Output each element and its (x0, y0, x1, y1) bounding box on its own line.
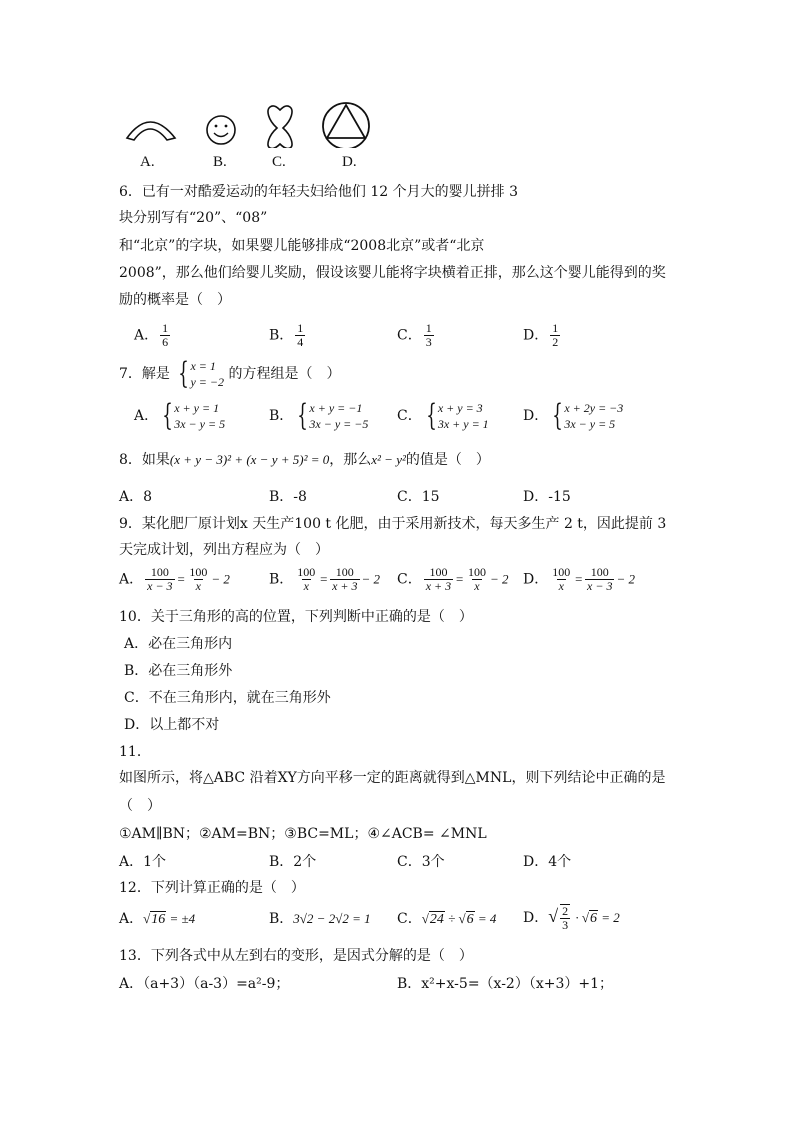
q10-option-a[interactable]: A．必在三角形内 (124, 636, 233, 652)
q6-option-c[interactable] (397, 322, 436, 349)
q7-stem: 7．解是 { x = 1 y = −2 的方程组是（ ） (119, 356, 341, 391)
option-letter: C． (397, 327, 422, 344)
q13-option-a[interactable]: A．（a+3）（a-3）=a²-9； (119, 976, 290, 992)
q7-option-c[interactable] (397, 400, 489, 432)
q8-option-d[interactable]: D．-15 (523, 489, 571, 505)
q6-option-d[interactable] (523, 322, 562, 349)
q6-line-5: 励的概率是（ ） (119, 292, 231, 308)
q13-option-b[interactable]: B．x²+x-5=（x-2）（x+3）+1； (397, 976, 614, 992)
q11-option-d[interactable]: D．4个 (523, 854, 572, 870)
q12-option-c[interactable]: C．√24 ÷ √6 = 4 (397, 911, 497, 927)
fraction: $\frac{1}{4}$ (297, 321, 304, 349)
q11-line-2: （ ） (119, 798, 161, 814)
figure-label-a: A. (140, 154, 155, 170)
q7-option-b[interactable] (269, 400, 368, 432)
q12-option-b[interactable]: B．3√2 − 2√2 = 1 (269, 911, 371, 927)
equation-system: { x + y = 3 3x + y = 1 (426, 398, 489, 433)
q10-stem: 10．关于三角形的高的位置，下列判断中正确的是（ ） (119, 609, 473, 625)
q8-option-a[interactable]: A．8 (119, 489, 153, 505)
q10-option-c[interactable]: C．不在三角形内，就在三角形外 (124, 690, 331, 706)
q6-line-1: 6．已有一对酷爱运动的年轻夫妇给他们 12 个月大的婴儿拼排 3 (119, 184, 518, 200)
q6-option-a[interactable] (134, 322, 172, 349)
q7-option-d[interactable] (523, 400, 623, 432)
option-letter: A． (134, 408, 159, 424)
q9-option-d[interactable]: D． $\frac{100}{x}$ = $\frac{100}{x - 3}$ − 2 (523, 565, 635, 593)
q10-option-b[interactable]: B．必在三角形外 (124, 663, 233, 679)
q9-option-b[interactable]: B． $\frac{100}{x}$ = $\frac{100}{x + 3}$ − 2 (269, 565, 381, 593)
q12-stem: 12．下列计算正确的是（ ） (119, 880, 305, 896)
q11-option-a[interactable]: A．1个 (119, 854, 167, 870)
q7-option-a[interactable] (134, 400, 225, 432)
option-letter: C． (397, 408, 422, 424)
q6-line-2: 块分别写有“20”、“08” (119, 210, 268, 226)
q12-option-d[interactable]: D．√ $\frac{2}{3}$ · √6 = 2 (523, 904, 620, 932)
q13-stem: 13．下列各式中从左到右的变形，是因式分解的是（ ） (119, 948, 473, 964)
smiley-face-icon (207, 116, 235, 144)
solution-system: { x = 1 y = −2 (178, 356, 224, 391)
q8-stem: 8．如果(x + y − 3)² + (x − y + 5)² = 0，那么x² − y²的值是（ ） (119, 452, 490, 468)
q12-option-a[interactable]: A．√16 = ±4 (119, 911, 196, 927)
q11-option-c[interactable]: C．3个 (397, 854, 445, 870)
q8-option-c[interactable]: C．15 (397, 489, 440, 505)
equation-system: { x + y = 1 3x − y = 5 (162, 398, 226, 433)
q10-option-d[interactable]: D．以上都不对 (124, 717, 220, 733)
q6-line-4: 2008”，那么他们给婴儿奖励，假设该婴儿能将字块横着正排，那么这个婴儿能得到的奖 (119, 265, 666, 281)
equation-system: { x + 2y = −3 3x − y = 5 (552, 398, 624, 433)
q8-expression-2: x² − y² (371, 452, 406, 467)
q8-expression: (x + y − 3)² + (x − y + 5)² = 0 (169, 452, 330, 467)
q11-line-3: ①AM∥BN；②AM=BN；③BC=ML；④∠ACB= ∠MNL (119, 826, 487, 842)
q11-line-1: 如图所示，将△ABC 沿着XY方向平移一定的距离就得到△MNL，则下列结论中正确的是 (119, 770, 666, 786)
equation-system: { x + y = −1 3x − y = −5 (297, 398, 369, 433)
figure-label-d: D. (342, 154, 357, 170)
q6-line-3: 和“北京”的字块，如果婴儿能够排成“2008北京”或者“北京 (119, 238, 485, 254)
option-letter: B． (269, 327, 294, 344)
option-letter: D． (523, 327, 549, 344)
q6-option-b[interactable] (269, 322, 307, 349)
triangle-in-circle-icon (323, 103, 369, 148)
figures-row (120, 100, 390, 148)
q9-line-1: 9．某化肥厂原计划x 天生产100 t 化肥，由于采用新技术，每天多生产 2 t，因此提前 3 (119, 516, 667, 532)
fraction: $\frac{1}{2}$ (552, 321, 559, 349)
option-letter: D． (523, 408, 549, 424)
fraction: $\frac{1}{6}$ (162, 321, 169, 349)
figure-label-b: B. (213, 154, 227, 170)
q9-option-c[interactable]: C． $\frac{100}{x + 3}$ = $\frac{100}{x}$ − 2 (397, 565, 509, 593)
fraction: $\frac{1}{3}$ (425, 321, 432, 349)
q8-option-b[interactable]: B．-8 (269, 489, 307, 505)
q9-option-a[interactable]: A． $\frac{100}{x - 3}$ = $\frac{100}{x}$ − 2 (119, 565, 230, 593)
arc-icon (127, 122, 175, 140)
q9-line-2: 天完成计划，列出方程应为（ ） (119, 542, 329, 558)
figure-eight-icon (268, 106, 292, 148)
q11-number: 11． (119, 744, 151, 760)
option-letter: B． (269, 408, 294, 424)
q11-option-b[interactable]: B．2个 (269, 854, 317, 870)
option-letter: A． (134, 327, 159, 344)
figure-label-c: C. (272, 154, 286, 170)
